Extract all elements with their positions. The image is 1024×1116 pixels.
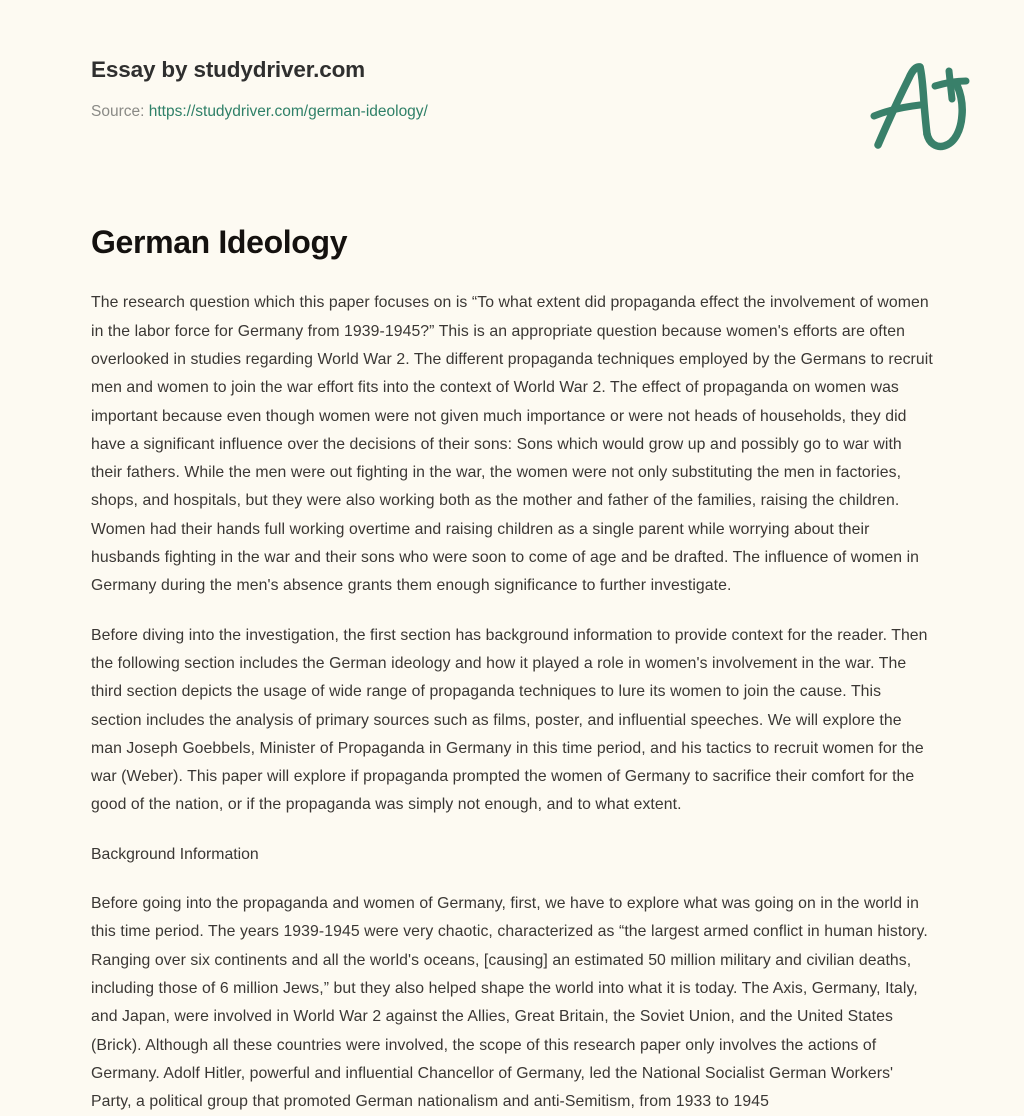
source-line — [91, 101, 960, 123]
a-plus-logo-icon — [865, 58, 971, 154]
page-title: German Ideology — [91, 224, 348, 260]
paragraph-intro: The research question which this paper focuses on is “To what extent did propaganda effect the involvement of women in the labor force for Germany from 1939-1945?” This is an appropriate question because women's efforts are often overlooked in studies regarding World War 2. The different propaganda techniques employed by the Germans to recruit men and women to join the war effort fits into the context of World War 2. The effect of propaganda on women was important because even though women were not given much importance or were not heads of households, they did have a significant influence over the decisions of their sons: Sons which would grow up and possibly go to war with their fathers. While the men were out fighting in the war, the women were not only substituting the men in factories, shops, and hospitals, but they were also working both as the mother and father of the families, raising the children. Women had their hands full working overtime and raising children as a single parent while worrying about their husbands fighting in the war and their sons who were soon to come of age and be drafted. The influence of women in Germany during the men's absence grants them enough significance to further investigate. — [91, 294, 933, 595]
paragraph-background: Before going into the propaganda and women of Germany, first, we have to explore what was going on in the world in this time period. The years 1939-1945 were very chaotic, characterized as “the largest armed conflict in human history. Ranging over six continents and all the world's oceans, [causing] an estimated 50 million military and civilian deaths, including those of 6 million Jews,” but they also helped shape the world into what it is today. The Axis, Germany, Italy, and Japan, were involved in World War 2 against the Allies, Great Britain, the Soviet Union, and the United States (Brick). Although all these countries were involved, the scope of this research paper only involves the actions of Germany. Adolf Hitler, powerful and influential Chancellor of Germany, led the National Socialist German Workers' Party, a political group that promoted German nationalism and anti-Semitism, from 1933 to 1945 — [91, 895, 928, 1111]
brand-title: Essay by studydriver.com — [91, 57, 366, 82]
article-body — [0, 223, 1024, 1116]
page-header — [0, 0, 1024, 130]
source-url-link[interactable]: https://studydriver.com/german-ideology/ — [148, 103, 428, 121]
body-copy — [91, 289, 935, 1116]
a-plus-logo-svg — [865, 58, 971, 154]
paragraph-outline: Before diving into the investigation, the first section has background information to provide context for the reader. Then the following section includes the German ideology and how it played a role in women's involvement in the war. The third section depicts the usage of wide range of propaganda techniques to lure its women to join the cause. This section includes the analysis of primary sources such as films, poster, and influential speeches. We will explore the man Joseph Goebbels, Minister of Propaganda in Germany in this time period, and his tactics to recruit women for the war (Weber). This paper will explore if propaganda prompted the women of Germany to sacrifice their comfort for the good of the nation, or if the propaganda was simply not enough, and to what extent. — [91, 626, 928, 814]
section-heading-background-information: Background Information — [91, 845, 259, 863]
source-label: Source: — [91, 103, 145, 121]
